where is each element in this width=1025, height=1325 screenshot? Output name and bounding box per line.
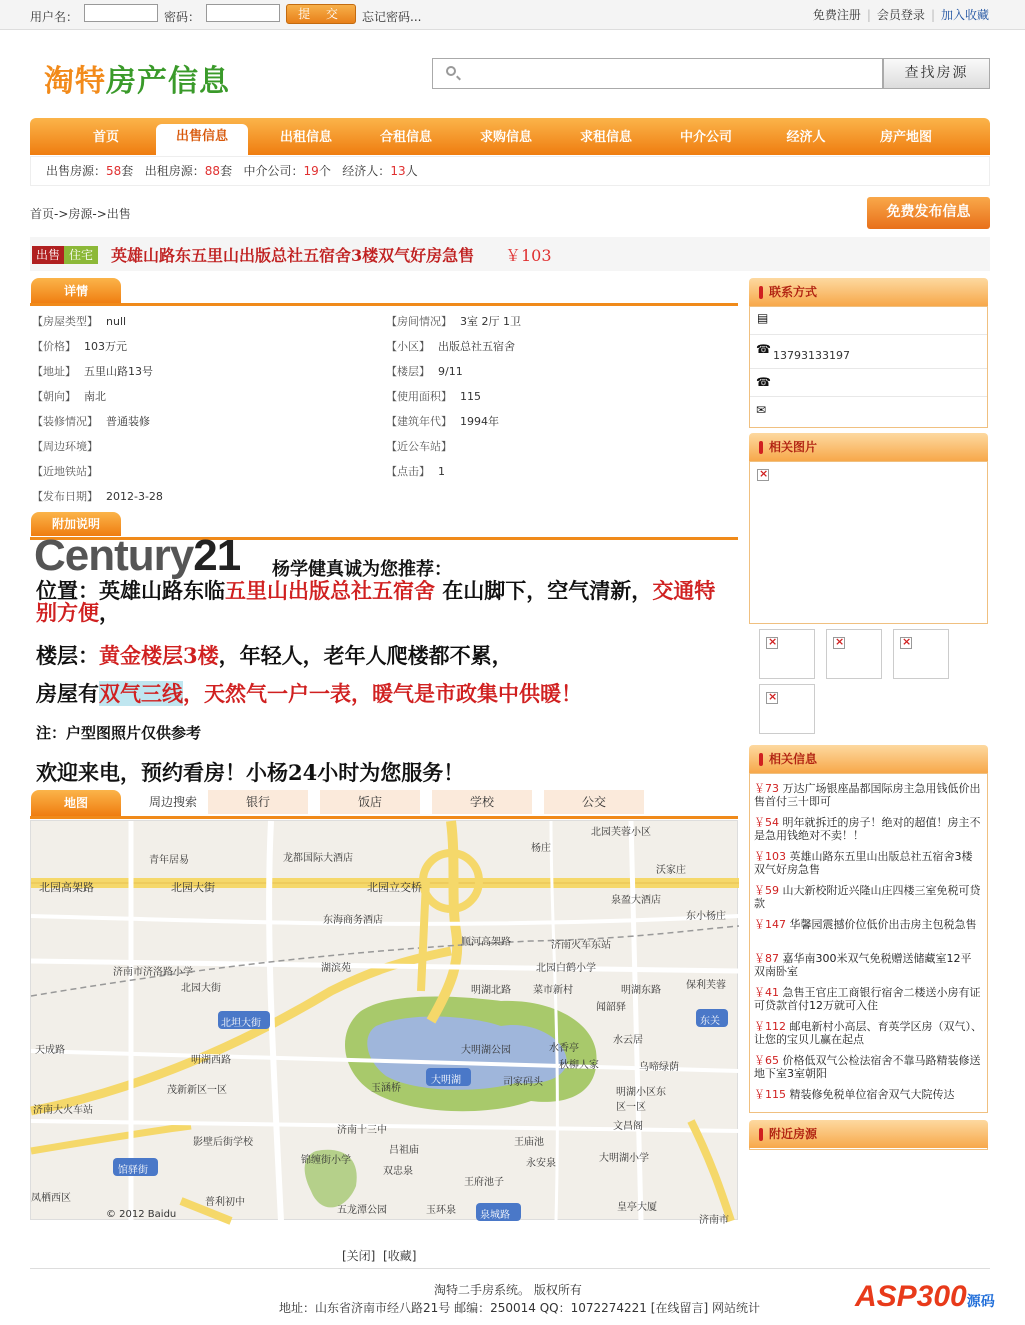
sale-tag: 出售 [32,246,64,264]
broken-image-icon [766,637,778,649]
nav-sale[interactable]: 出售信息 [156,124,248,155]
desc-welcome: 欢迎来电，预约看房！小杨24小时为您服务！ [36,760,465,785]
label-box-guanyi [113,1158,158,1176]
broken-image-icon [766,692,778,704]
related-item[interactable]: ￥59 山大新校附近兴隆山庄四楼三室免税可贷款 [754,884,981,910]
park-area-2 [305,1150,357,1208]
member-login-link[interactable]: 会员登录 [876,8,925,22]
baidu-map[interactable] [30,820,738,1226]
broken-image-icon [900,637,912,649]
field-publish-date: 【发布日期】 2012-3-28 [32,490,163,503]
email-icon: ✉ [756,403,767,417]
related-item[interactable]: ￥115 精装修免税单位宿舍双气大院传达 [754,1088,955,1101]
nearby-listings-box [749,1148,988,1150]
tab-additional-notes[interactable]: 附加说明 [31,512,121,536]
close-link[interactable]: [关闭] [342,1249,376,1263]
field-floor: 【楼层】 9/11 [386,365,463,378]
password-input[interactable] [206,4,280,22]
agency-count: 19 [303,164,319,178]
desc-floor: 楼层：黄金楼层3楼，年轻人，老年人爬楼都不累， [36,643,513,668]
sale-count: 58 [106,164,122,178]
label-box-dongguan [696,1009,728,1027]
contact-phone[interactable]: 13793133197 [773,349,850,362]
search-input[interactable] [432,58,883,89]
username-label: 用户名： [30,10,79,24]
details-divider [30,303,738,306]
related-item[interactable]: ￥41 急售王官庄工商银行宿舍二楼送小房有证可贷款首付12万就可入住 [754,986,981,1012]
desc-note: 注：户型图照片仅供参考 [36,724,202,742]
related-images-header: 相关图片 [749,433,988,461]
top-bar [0,0,1025,30]
nearby-search-label: 周边搜索 [148,795,197,809]
mobile-icon: ☎ [756,375,771,389]
password-label: 密码： [164,10,201,24]
field-rooms: 【房间情况】 3室 2厅 1卫 [386,315,521,328]
field-bus-stop: 【近公车站】 [386,440,452,453]
card-icon: ▤ [757,311,769,325]
field-orientation: 【朝向】 南北 [32,390,106,403]
field-address: 【地址】 五里山路13号 [32,365,153,378]
search-icon [446,66,456,76]
site-logo[interactable]: 淘特房产信息 [44,64,230,99]
search-button[interactable]: 查找房源 [883,58,990,89]
field-build-year: 【建筑年代】 1994年 [386,415,499,428]
related-item[interactable]: ￥112 邮电新村小高层、育英学区房（双气）、让您的宝贝儿赢在起点 [754,1020,982,1046]
nav-rent[interactable]: 出租信息 [279,130,332,145]
add-favorite-link[interactable]: 加入收藏 [940,8,989,22]
submit-button[interactable]: 提 交 [286,4,356,24]
tab-bus[interactable]: 公交 [544,790,644,814]
field-decoration: 【装修情况】 普通装修 [32,415,150,428]
desc-location: 位置：英雄山路东临五里山出版总社五宿舍 在山脚下，空气清新，交通特别方便， [36,578,716,625]
contact-box [749,306,988,428]
desc-features: 房屋有双气三线，天然气一户一表，暖气是市政集中供暖！ [36,681,582,706]
century21-logo: Century21 [34,531,241,580]
field-price: 【价格】 103万元 [32,340,127,353]
tab-school[interactable]: 学校 [432,790,532,814]
field-type: 【房屋类型】 null [32,315,127,328]
listing-title: 英雄山路东五里山出版总社五宿舍3楼双气好房急售 [111,246,475,265]
field-subway: 【近地铁站】 [32,465,98,478]
field-clicks: 【点击】 1 [386,465,445,478]
agent-count: 13 [390,164,406,178]
broken-image-icon [833,637,845,649]
desc-intro: 杨学健真诚为您推荐： [272,559,452,580]
watermark-logo: ASP300源码 [855,1280,995,1313]
tab-map[interactable]: 地图 [31,790,121,816]
label-box-beitan [218,1011,270,1029]
tab-restaurant[interactable]: 饭店 [320,790,420,814]
related-item[interactable]: ￥103 英雄山路东五里山出版总社五宿舍3楼双气好房急售 [754,850,973,876]
register-link[interactable]: 免费注册 [812,8,861,22]
nav-map[interactable]: 房产地图 [879,130,932,145]
broken-image-icon [757,469,769,481]
related-item[interactable]: ￥65 价格低双气公检法宿舍不靠马路精装修送地下室3室朝阳 [754,1054,981,1080]
related-item[interactable]: ￥73 万达广场银座晶都国际房主急用钱低价出售首付三十即可 [754,782,981,808]
nav-agency[interactable]: 中介公司 [679,130,732,145]
residence-tag: 住宅 [64,246,98,264]
nearby-listings-header: 附近房源 [749,1120,988,1148]
field-community: 【小区】 出版总社五宿舍 [386,340,515,353]
map-canvas[interactable] [31,821,739,1226]
top-links: 免费注册 | 会员登录 | 加入收藏 [812,8,989,22]
main-image-box[interactable] [749,461,988,624]
stats-bar: 出售房源：58套 出租房源：88套 中介公司：19个 经济人：13人 [30,156,990,186]
nav-want-rent[interactable]: 求租信息 [579,130,632,145]
favorite-link[interactable]: [收藏] [383,1249,417,1263]
forgot-password-link[interactable]: 忘记密码... [362,10,422,24]
footer-copyright: 淘特二手房系统。 版权所有 [434,1283,582,1297]
map-labels: 北园高架路 北园大街 北园立交桥 龙都国际大酒店 青年居易 杨庄 沃家庄 东海商务酒店 泉盈大酒店 东小杨庄 济南火车东站 北园白鹤小学 济南市济洛路小学 湖滨苑 明湖北路 菜市新村 明湖东路 保利芙蓉 闻韶驿 北坦大街 东关 水云居 大明湖公园 水香亭 秋柳人家 大明湖 司家码头 玉涵桥 乌啼绿荫 明湖小区东区一区 茂新新区一区 济南十三中 文昌阁 影壁后街学校 吕祖庙 王庙池 锦缠街小学 永安泉 大明湖小学 双忠泉 王府池子 馆驿街 普利初中 凤栖西区 五龙潭公园 玉环泉 泉城路 皇亭大厦 济南市 天成路 明湖西路 济南大火车站 北园芙蓉小区 北园大街 顺河高架路 © 2012 Baidu [31,827,729,1226]
username-input[interactable] [84,4,158,22]
related-info-header: 相关信息 [749,745,988,773]
footer-actions [342,1247,416,1264]
label-box-daminghu [426,1068,471,1086]
nav-share-rent[interactable]: 合租信息 [379,130,432,145]
tab-details[interactable]: 详情 [31,278,121,304]
main-nav [30,118,990,155]
related-item[interactable]: ￥147 华馨园震撼价位低价出击房主包税急售 [754,918,977,931]
listing-price: ￥103 [505,246,552,265]
contact-header: 联系方式 [749,278,988,306]
nav-agent[interactable]: 经济人 [786,130,826,145]
footer-address: 地址：山东省济南市经八路21号 邮编：250014 QQ：1072274221 [在线留言] 网站统计 [279,1301,760,1315]
related-item[interactable]: ￥87 嘉华南300米双气免税赠送储藏室12平双南卧室 [754,952,972,978]
breadcrumb[interactable]: 首页->房源->出售 [30,207,131,221]
label-box-quancheng [476,1203,521,1221]
field-surroundings: 【周边环境】 [32,440,98,453]
tab-bank[interactable]: 银行 [208,790,308,814]
nav-home[interactable]: 首页 [92,130,119,145]
map-divider [30,816,738,819]
field-area: 【使用面积】 115 [386,390,481,403]
phone-icon: ☎ [756,342,771,356]
publish-button[interactable]: 免费发布信息 [867,197,990,229]
rent-count: 88 [204,164,221,178]
related-item[interactable]: ￥54 明年就拆迁的房子！绝对的超值！房主不是急用钱绝对不卖！！ [754,816,981,842]
nav-want-buy[interactable]: 求购信息 [479,130,532,145]
footer-divider [30,1268,990,1269]
